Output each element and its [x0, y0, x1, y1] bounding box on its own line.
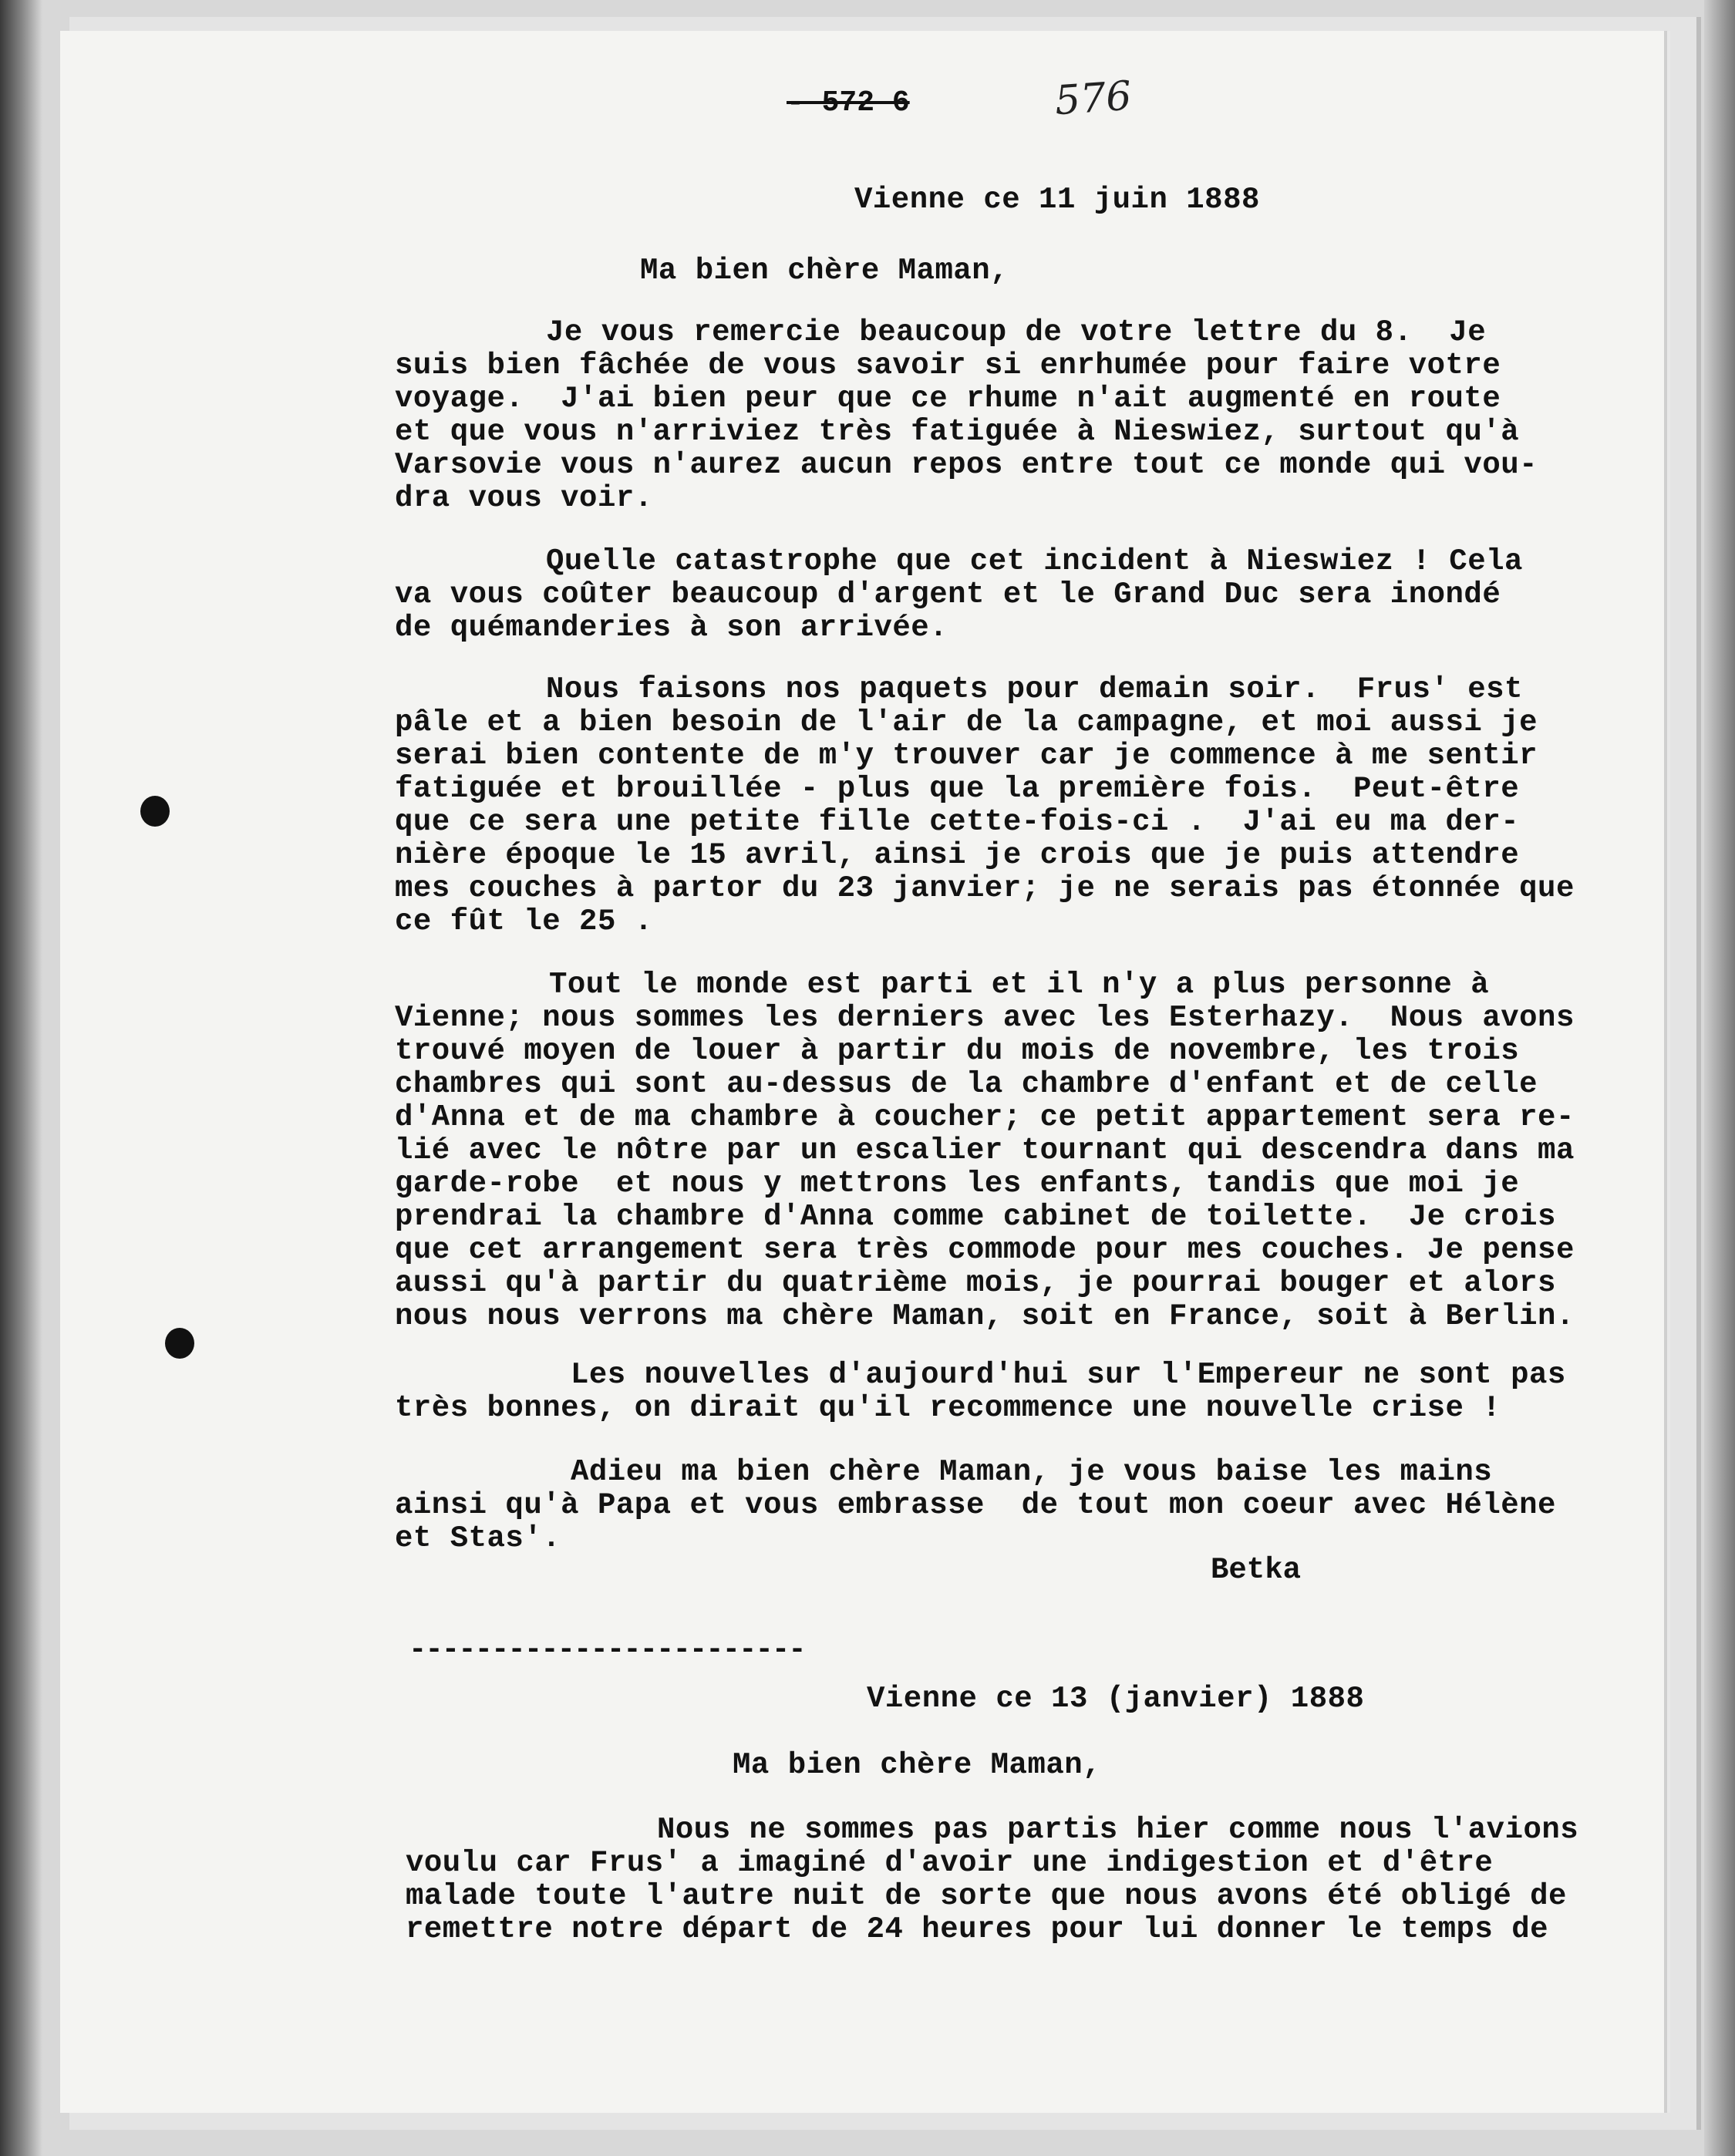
- letter1-p3-line: Nous faisons nos paquets pour demain soir. Frus' est: [546, 672, 1523, 706]
- letter1-p6-line: ainsi qu'à Papa et vous embrasse de tout mon coeur avec Hélène: [395, 1488, 1556, 1522]
- letter1-p5-line: Les nouvelles d'aujourd'hui sur l'Empereur ne sont pas: [571, 1358, 1566, 1392]
- letter1-p4-line: aussi qu'à partir du quatrième mois, je pourrai bouger et alors: [395, 1266, 1556, 1300]
- letter1-p1-line: et que vous n'arriviez très fatiguée à Nieswiez, surtout qu'à: [395, 415, 1520, 449]
- letter2-p1-line: malade toute l'autre nuit de sorte que nous avons été obligé de: [406, 1879, 1567, 1913]
- letter1-p3-line: nière époque le 15 avril, ainsi je crois que je puis attendre: [395, 838, 1520, 872]
- letter1-p3-line: mes couches à partor du 23 janvier; je ne serais pas étonnée que: [395, 871, 1575, 905]
- letter2-p1-line: remettre notre départ de 24 heures pour lui donner le temps de: [406, 1912, 1549, 1946]
- typed-page-number: - 572 6: [787, 86, 910, 120]
- letter1-p6-line: et Stas'.: [395, 1521, 561, 1555]
- letter1-p3-line: serai bien contente de m'y trouver car je commence à me sentir: [395, 739, 1538, 773]
- letter1-p4-line: que cet arrangement sera très commode pour mes couches. Je pense: [395, 1233, 1575, 1267]
- letter2-p1-line: Nous ne sommes pas partis hier comme nous l'avions: [657, 1813, 1579, 1847]
- letter1-p4-line: chambres qui sont au-dessus de la chambre d'enfant et de celle: [395, 1067, 1538, 1101]
- scan-right-edge: [1704, 0, 1735, 2156]
- letter1-p4-line: d'Anna et de ma chambre à coucher; ce petit appartement sera re-: [395, 1100, 1575, 1134]
- letter1-dateline: Vienne ce 11 juin 1888: [854, 183, 1260, 217]
- letter1-p1-line: Je vous remercie beaucoup de votre lettre du 8. Je: [546, 315, 1487, 349]
- letter1-p4-line: lié avec le nôtre par un escalier tournant qui descendra dans ma: [395, 1134, 1575, 1167]
- letter1-p1-line: dra vous voir.: [395, 481, 653, 515]
- letter1-p4-line: Tout le monde est parti et il n'y a plus personne à: [549, 968, 1490, 1002]
- letter1-p3-line: pâle et a bien besoin de l'air de la campagne, et moi aussi je: [395, 706, 1538, 739]
- letter1-salutation: Ma bien chère Maman,: [640, 254, 1009, 288]
- letter1-p2-line: de quémanderies à son arrivée.: [395, 611, 948, 645]
- letter1-p1-line: voyage. J'ai bien peur que ce rhume n'ait augmenté en route: [395, 382, 1501, 416]
- letter1-p1-line: Varsovie vous n'aurez aucun repos entre tout ce monde qui vou-: [395, 448, 1538, 482]
- letter1-p5-line: très bonnes, on dirait qu'il recommence une nouvelle crise !: [395, 1391, 1501, 1425]
- letter1-p4-line: prendrai la chambre d'Anna comme cabinet de toilette. Je crois: [395, 1200, 1556, 1234]
- punch-hole-lower: [165, 1328, 194, 1359]
- letter2-dateline: Vienne ce 13 (janvier) 1888: [867, 1682, 1365, 1716]
- punch-hole-upper: [140, 796, 170, 827]
- letter1-p1-line: suis bien fâchée de vous savoir si enrhumée pour faire votre: [395, 349, 1501, 382]
- letter1-p2-line: Quelle catastrophe que cet incident à Nieswiez ! Cela: [546, 544, 1523, 578]
- letter1-p3-line: fatiguée et brouillée - plus que la première fois. Peut-être: [395, 772, 1520, 806]
- letter-separator-rule: ------------------------: [409, 1633, 805, 1667]
- letter1-p4-line: nous nous verrons ma chère Maman, soit en France, soit à Berlin.: [395, 1299, 1575, 1333]
- letter1-p4-line: trouvé moyen de louer à partir du mois de novembre, les trois: [395, 1034, 1520, 1068]
- letter1-p3-line: que ce sera une petite fille cette-fois-ci . J'ai eu ma der-: [395, 805, 1520, 839]
- letter1-p2-line: va vous coûter beaucoup d'argent et le Grand Duc sera inondé: [395, 578, 1501, 611]
- letter1-p4-line: Vienne; nous sommes les derniers avec les Esterhazy. Nous avons: [395, 1001, 1575, 1035]
- letter1-p3-line: ce fût le 25 .: [395, 905, 653, 938]
- letter1-p6-line: Adieu ma bien chère Maman, je vous baise les mains: [571, 1455, 1493, 1489]
- letter2-salutation: Ma bien chère Maman,: [733, 1748, 1102, 1782]
- letter1-signature: Betka: [1211, 1553, 1302, 1587]
- letter2-p1-line: voulu car Frus' a imaginé d'avoir une indigestion et d'être: [406, 1846, 1494, 1880]
- letter1-p4-line: garde-robe et nous y mettrons les enfants, tandis que moi je: [395, 1167, 1520, 1201]
- handwritten-page-number: 576: [1053, 72, 1134, 125]
